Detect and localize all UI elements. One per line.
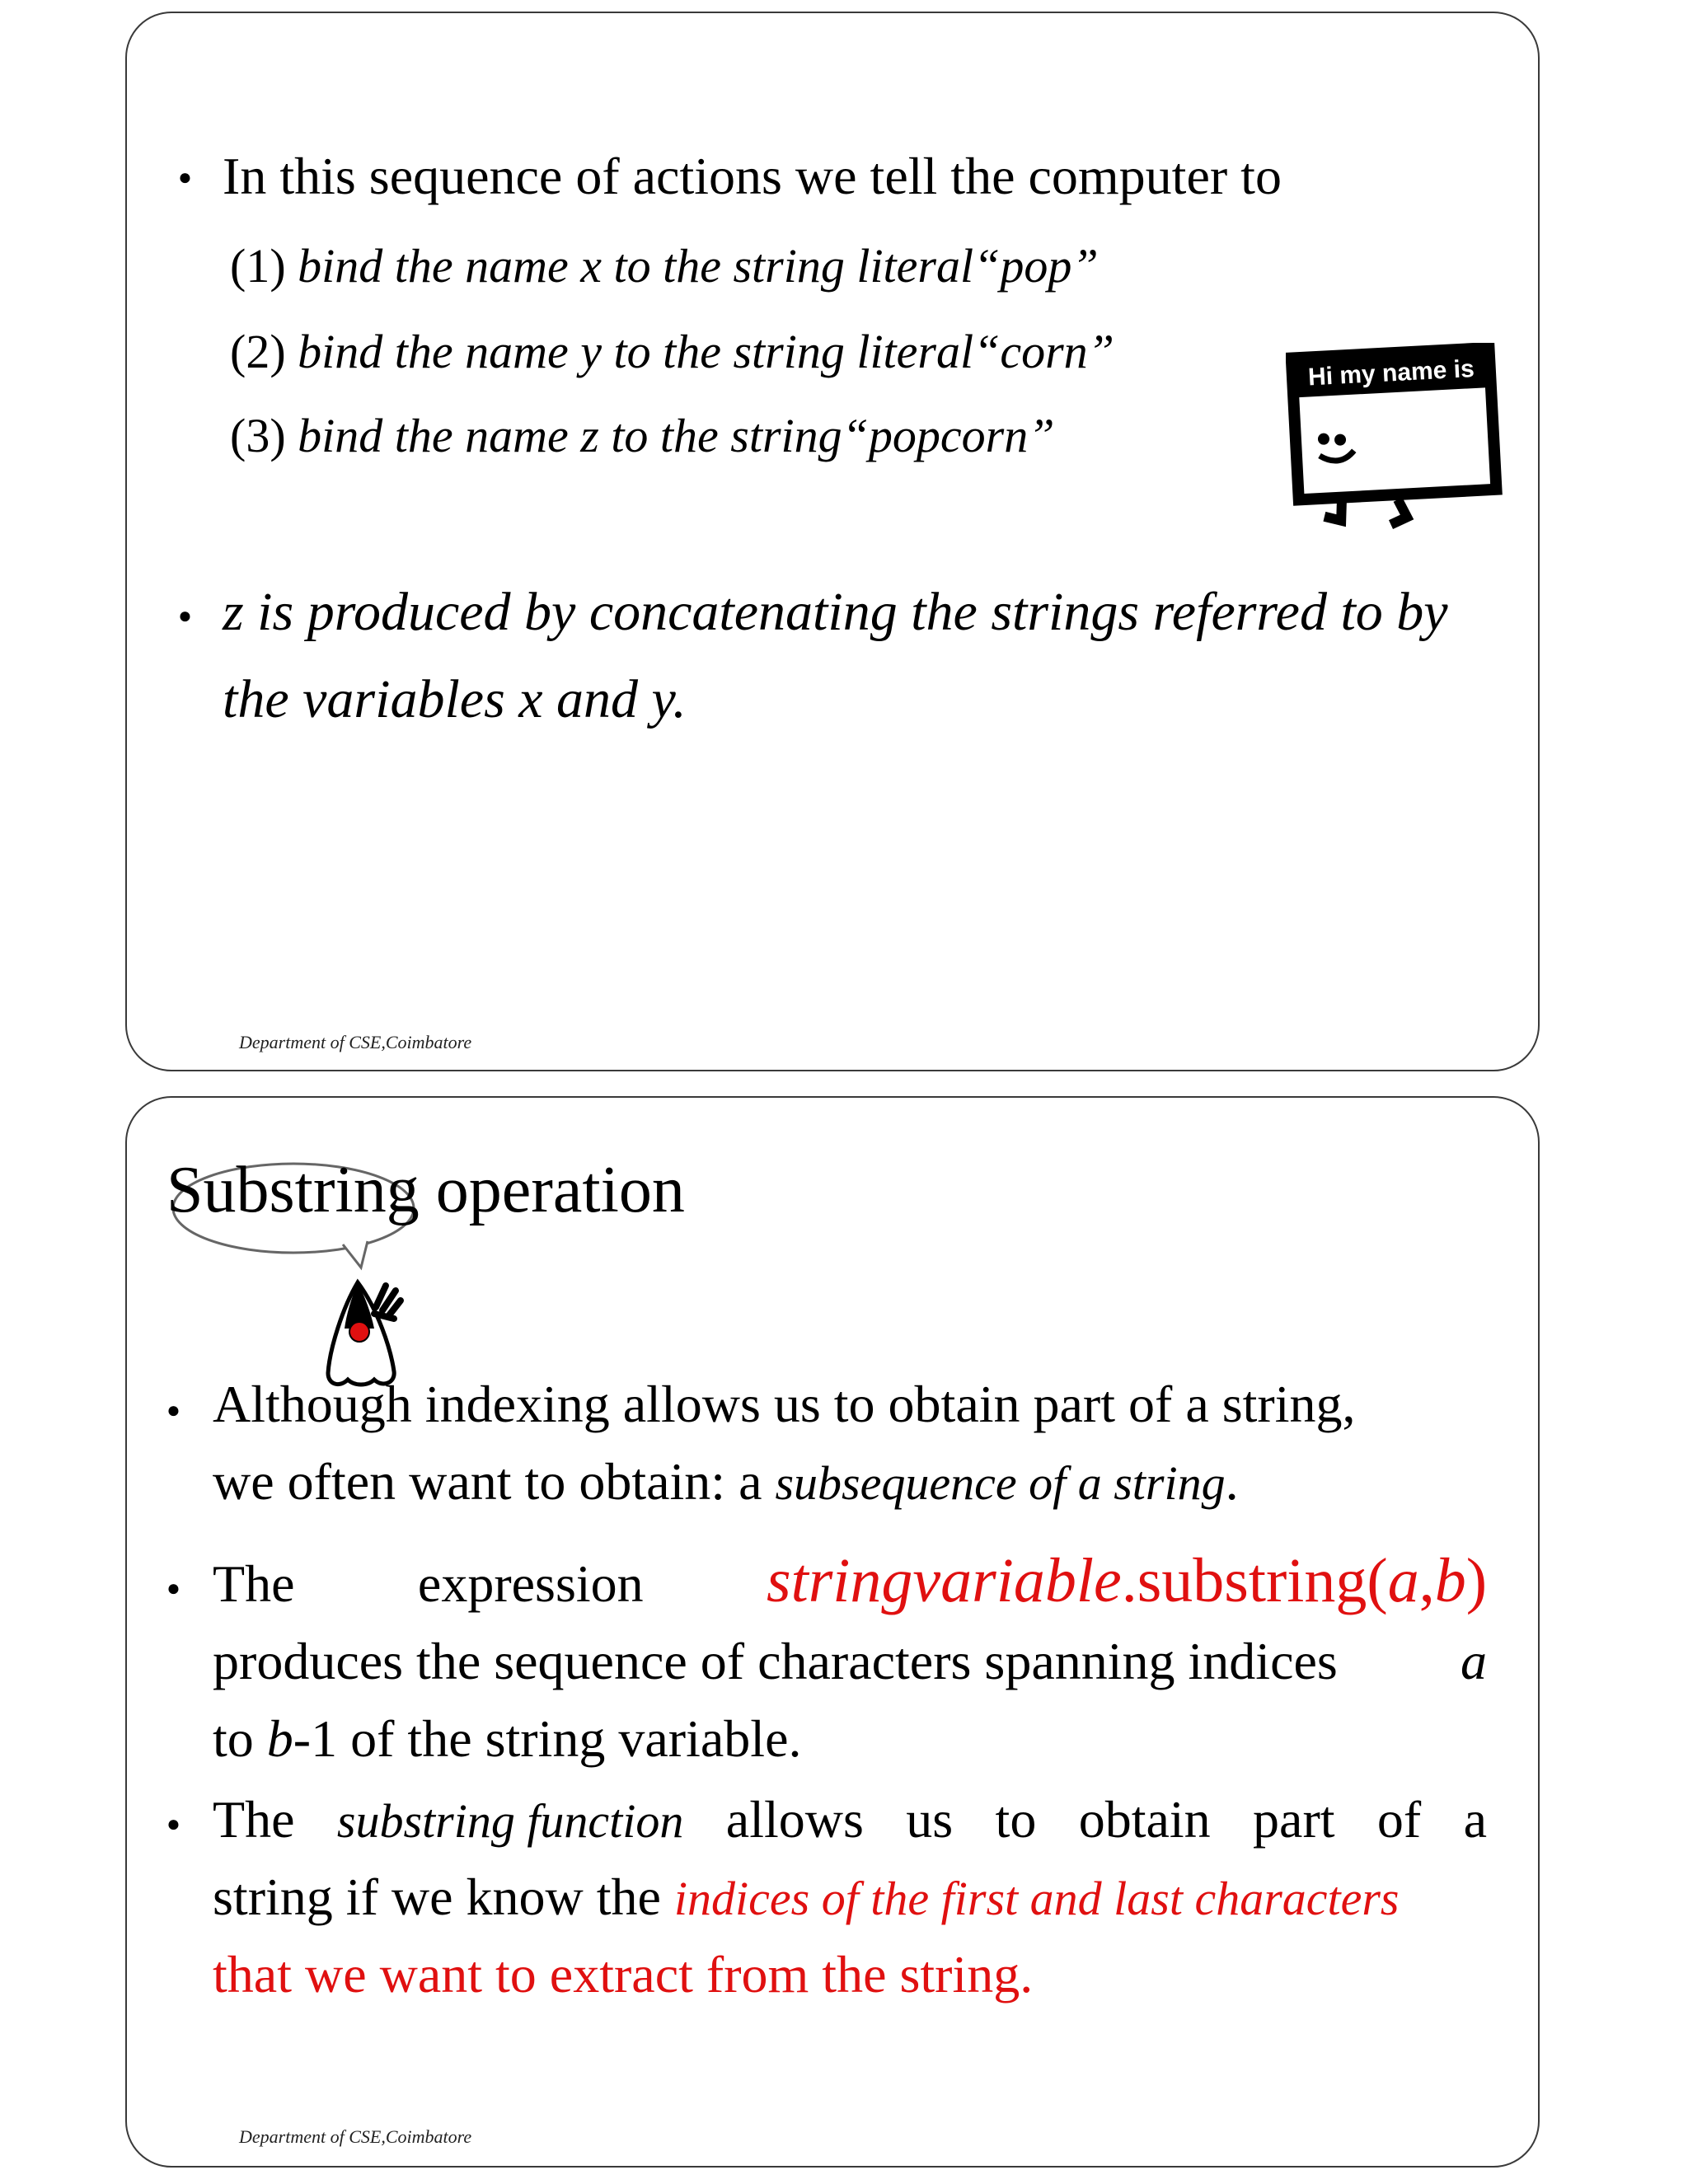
bullet-3-line-3: that we want to extract from the string. <box>213 1945 1034 2004</box>
step-literal: “pop” <box>973 239 1099 293</box>
bullet-2-line-1 <box>213 1546 1487 1615</box>
text: -1 of the string variable. <box>293 1709 802 1768</box>
word: to <box>995 1790 1037 1849</box>
code-comma: , <box>1418 1546 1435 1615</box>
slide-2 <box>125 1096 1540 2168</box>
text: The <box>213 1554 295 1613</box>
var: a <box>1461 1632 1487 1690</box>
var: b <box>266 1709 293 1768</box>
word: obtain <box>1078 1790 1211 1849</box>
text: string if we know the <box>213 1868 674 1926</box>
emphasis: subsequence of a string <box>775 1456 1226 1510</box>
word: allows <box>725 1790 864 1849</box>
slide-title: Substring operation <box>166 1154 685 1226</box>
bullet-3-line-2 <box>213 1868 1400 1926</box>
step-2 <box>230 325 1114 378</box>
name-tag-monitor-icon <box>1286 343 1508 532</box>
step-number: (2) <box>230 325 286 378</box>
bullet-dot: ● <box>178 165 192 190</box>
step-3 <box>230 409 1055 462</box>
bullet-2-line-2 <box>213 1632 1487 1690</box>
code-arg: b <box>1434 1546 1466 1615</box>
step-text: bind the name y to the string literal <box>298 325 974 378</box>
step-text: bind the name z to the string <box>298 409 842 462</box>
code-method: .substring( <box>1121 1546 1388 1615</box>
text: expression <box>417 1554 644 1613</box>
code-expression <box>767 1546 1487 1615</box>
text: . <box>1225 1452 1239 1511</box>
bullet-dot: ● <box>166 1811 181 1837</box>
name-tag-label: Hi my name is <box>1307 355 1475 391</box>
bullet-dot: ● <box>178 603 192 629</box>
step-literal: “corn” <box>973 325 1114 378</box>
step-text: bind the name x to the string literal <box>298 239 974 293</box>
text: we often want to obtain: a <box>213 1452 776 1511</box>
duke-mascot-icon <box>328 1282 401 1385</box>
bullet-2-line-1: z is produced by concatenating the strings referred to by <box>223 582 1448 642</box>
bullet-1-line-1: Although indexing allows us to obtain part of a string, <box>213 1375 1356 1433</box>
footer: Department of CSE,Coimbatore <box>239 2126 472 2147</box>
bullet-2-line-2: the variables x and y. <box>223 669 687 729</box>
bullet-3-line-1 <box>213 1790 1487 1849</box>
bullet-1-text: In this sequence of actions we tell the computer to <box>223 147 1282 205</box>
bullet-dot: ● <box>166 1398 181 1423</box>
emphasis: substring function <box>336 1794 684 1848</box>
step-1 <box>230 239 1099 293</box>
bullet-dot: ● <box>166 1576 181 1601</box>
code-arg: a <box>1387 1546 1419 1615</box>
highlight: indices of the first and last characters <box>673 1872 1400 1925</box>
bullet-2-line-3 <box>213 1709 802 1768</box>
word: a <box>1463 1790 1487 1849</box>
text: produces the sequence of characters spanning indices <box>213 1632 1338 1690</box>
code-variable: stringvariable <box>767 1546 1122 1615</box>
word: us <box>906 1790 954 1849</box>
footer: Department of CSE,Coimbatore <box>239 1032 472 1052</box>
slide-1 <box>125 12 1540 1071</box>
step-number: (1) <box>230 239 286 293</box>
step-number: (3) <box>230 409 286 462</box>
text: to <box>213 1709 267 1768</box>
bullet-1-line-2 <box>213 1452 1239 1511</box>
code-paren: ) <box>1465 1546 1487 1615</box>
word: of <box>1376 1790 1422 1849</box>
word: The <box>213 1790 295 1849</box>
step-literal: “popcorn” <box>842 409 1055 462</box>
word: part <box>1253 1790 1335 1849</box>
